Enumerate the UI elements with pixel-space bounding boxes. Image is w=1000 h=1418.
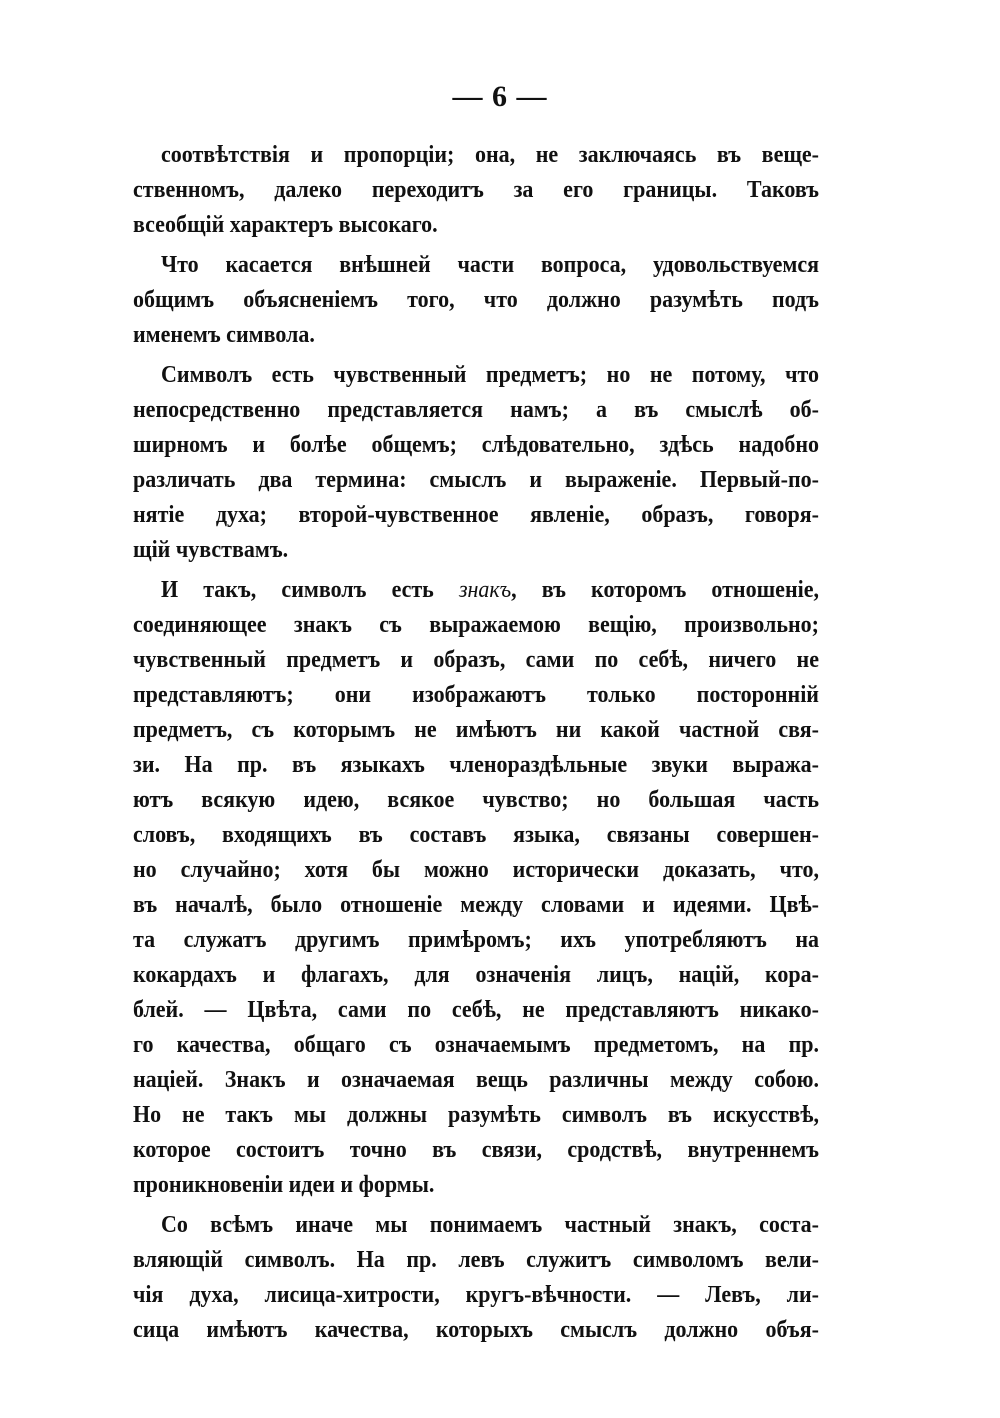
text-line: сица имѣютъ качества, которыхъ смыслъ должно объя- — [133, 1314, 819, 1343]
text-line: въ началѣ, было отношеніе между словами и идеями. Цвѣ- — [133, 889, 819, 918]
text-line: Со всѣмъ иначе мы понимаемъ частный знакъ, соста- — [161, 1209, 819, 1238]
text-line: ютъ всякую идею, всякое чувство; но большая часть — [133, 784, 819, 813]
text-line: націей. Знакъ и означаемая вещь различны между собою. — [133, 1064, 819, 1093]
text-line: Что касается внѣшней части вопроса, удовольствуемся — [161, 249, 819, 278]
text-line: соотвѣтствія и пропорціи; она, не заключаясь въ веще- — [161, 139, 819, 168]
text-line: та служатъ другимъ примѣромъ; ихъ употребляютъ на — [133, 924, 819, 953]
paragraph — [133, 356, 819, 566]
paragraph — [133, 246, 819, 351]
text-line: ширномъ и болѣе общемъ; слѣдовательно, здѣсь надобно — [133, 429, 819, 458]
page-number: — 6 — — [452, 80, 548, 113]
text-line: словъ, входящихъ въ составъ языка, связаны совершен- — [133, 819, 819, 848]
text-line: но случайно; хотя бы можно исторически доказать, что, — [133, 854, 819, 883]
text-line: зи. На пр. въ языкахъ членораздѣльные звуки выража- — [133, 749, 819, 778]
text-line: Но не такъ мы должны разумѣть символъ въ искусствѣ, — [133, 1099, 819, 1128]
text-line: го качества, общаго съ означаемымъ предметомъ, на пр. — [133, 1029, 819, 1058]
text-line: чія духа, лисица-хитрости, кругъ-вѣчности. — Левъ, ли- — [133, 1279, 819, 1308]
text-line: именемъ символа. — [133, 319, 315, 348]
paragraph — [133, 571, 819, 1201]
text-line: блей. — Цвѣта, сами по себѣ, не представляютъ никако- — [133, 994, 819, 1023]
emphasis: знакъ — [458, 574, 512, 603]
text-line: нятіе духа; второй-чувственное явленіе, образъ, говоря- — [133, 499, 819, 528]
paragraph — [133, 136, 819, 241]
text-line: представляютъ; они изображаютъ только посторонній — [133, 679, 819, 708]
text-line: вляющій символъ. На пр. левъ служитъ символомъ вели- — [133, 1244, 819, 1273]
paragraph — [133, 1206, 819, 1346]
text-line: ственномъ, далеко переходитъ за его границы. Таковъ — [133, 174, 819, 203]
text-line: которое состоитъ точно въ связи, сродствѣ, внутреннемъ — [133, 1134, 819, 1163]
text-line: общимъ объясненіемъ того, что должно разумѣть подъ — [133, 284, 819, 313]
text-line: непосредственно представляется намъ; а въ смыслѣ об- — [133, 394, 819, 423]
text-line: чувственный предметъ и образъ, сами по себѣ, ничего не — [133, 644, 819, 673]
text-line: всеобщій характеръ высокаго. — [133, 209, 438, 238]
text-line: щій чувствамъ. — [133, 534, 289, 563]
text-line: предметъ, съ которымъ не имѣютъ ни какой частной свя- — [133, 714, 819, 743]
text-line: кокардахъ и флагахъ, для означенія лицъ, націй, кора- — [133, 959, 819, 988]
text-line: Символъ есть чувственный предметъ; но не потому, что — [161, 359, 819, 388]
text-line: соединяющее знакъ съ выражаемою вещію, произвольно; — [133, 609, 819, 638]
body-text — [133, 136, 819, 1351]
text-line: И такъ, символъ есть знакъ, въ которомъ отношеніе, — [161, 574, 819, 603]
text-line: проникновеніи идеи и формы. — [133, 1169, 435, 1198]
text-line: различать два термина: смыслъ и выраженіе. Первый-по- — [133, 464, 819, 493]
